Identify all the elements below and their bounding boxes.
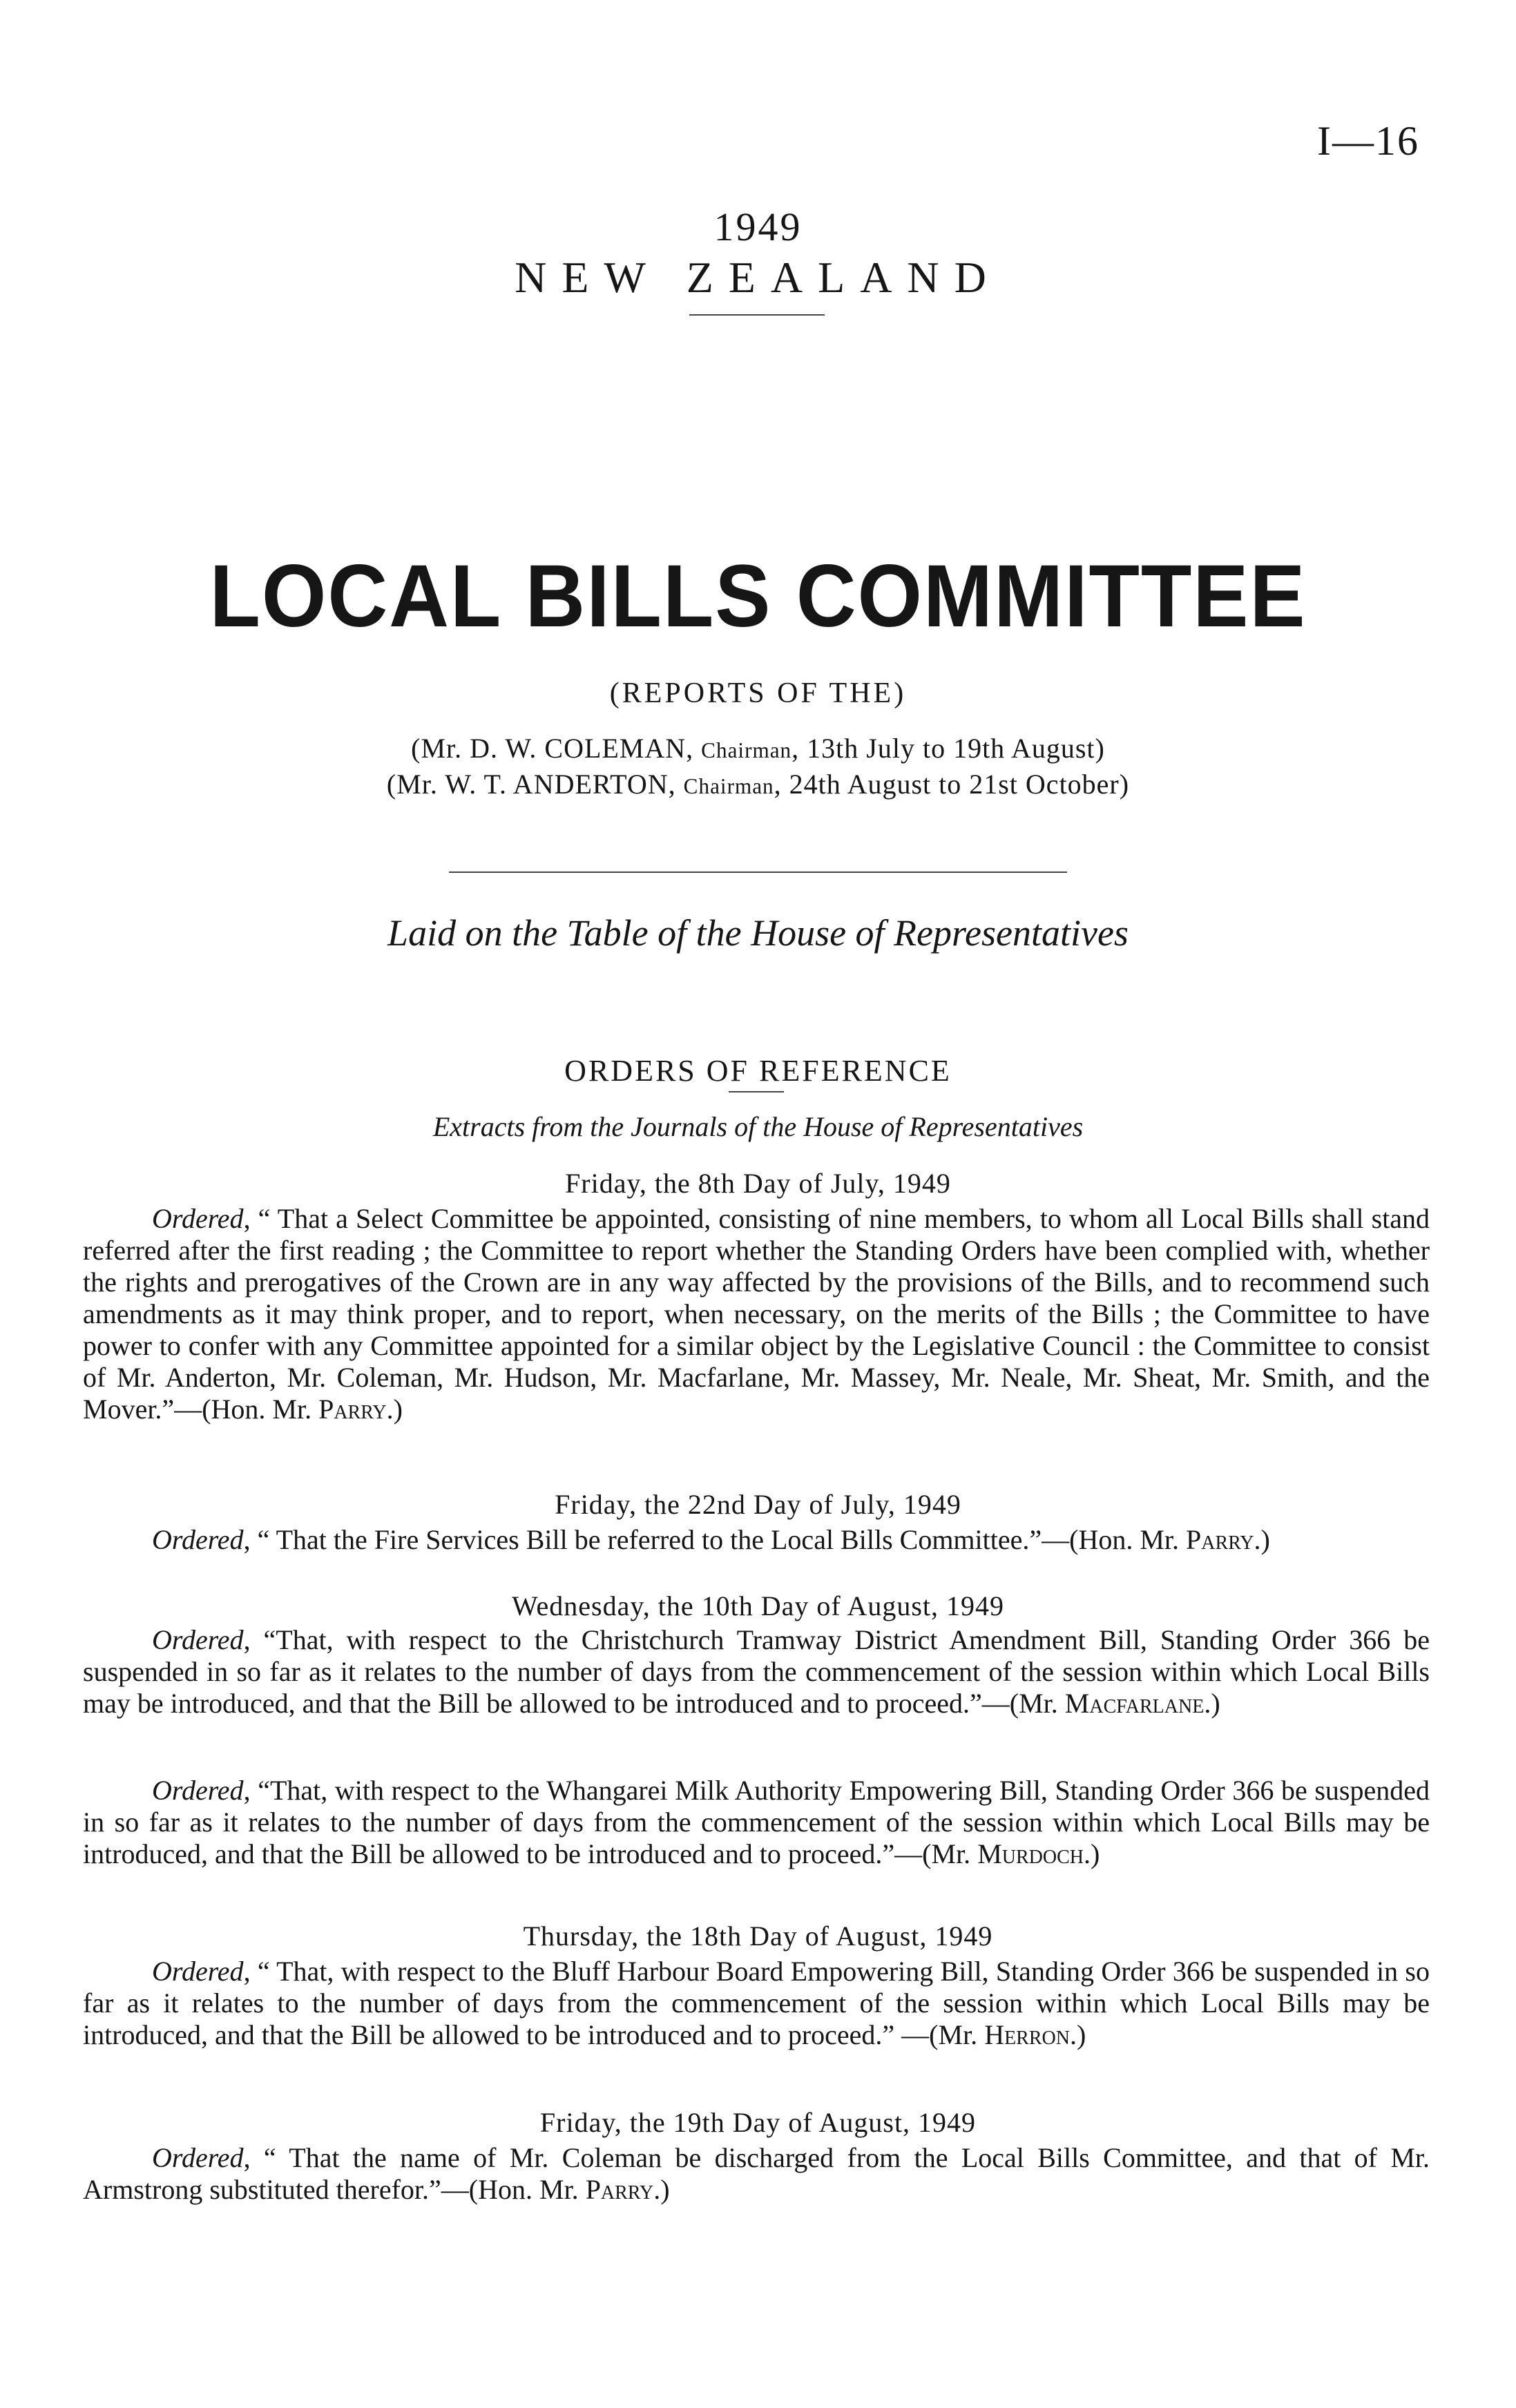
chairman-line-1: (Mr. D. W. COLEMAN, Chairman, 13th July to 19th August) (411, 733, 1105, 764)
order-paragraph: Ordered, “ That, with respect to the Bluff Harbour Board Empowering Bill, Standing Order 366 be suspended in so far as it relates to the number of days from the commencement of the session within which Local Bills may be introduced, and that the Bill be allowed to be introduced and to proceed.” —(Mr. Herron.) (83, 1956, 1430, 2050)
year: 1949 (713, 204, 803, 249)
long-divider (449, 871, 1067, 873)
short-divider (689, 314, 825, 316)
document-subtitle: (REPORTS OF THE) (609, 677, 907, 709)
order-paragraph: Ordered, “That, with respect to the Christchurch Tramway District Amendment Bill, Standing Order 366 be suspended in so far as it relates to the number of days from the commencement of the session within which Local Bills may be introduced, and that the Bill be allowed to be introduced and to proceed.”—(Mr. Macfarlane.) (83, 1624, 1430, 1719)
orders-divider (729, 1091, 784, 1092)
page-number: I—16 (1317, 118, 1419, 164)
dateline: Friday, the 22nd Day of July, 1949 (555, 1489, 961, 1520)
dateline: Wednesday, the 10th Day of August, 1949 (511, 1590, 1005, 1621)
document-title: LOCAL BILLS COMMITTEE (209, 547, 1307, 646)
order-paragraph: Ordered, “That, with respect to the Whangarei Milk Authority Empowering Bill, Standing Order 366 be suspended in so far as it relates to the number of days from the commencement of the session within which Local Bills may be introduced, and that the Bill be allowed to be introduced and to proceed.”—(Mr. Murdoch.) (83, 1775, 1430, 1869)
extracts-heading: Extracts from the Journals of the House of Representatives (432, 1111, 1084, 1142)
dateline: Friday, the 8th Day of July, 1949 (565, 1168, 951, 1199)
laid-on-table-line: Laid on the Table of the House of Representatives (387, 912, 1129, 954)
dateline: Friday, the 19th Day of August, 1949 (539, 2107, 977, 2138)
country-heading: NEW ZEALAND (515, 253, 1001, 302)
dateline: Thursday, the 18th Day of August, 1949 (523, 1920, 993, 1952)
order-paragraph: Ordered, “ That the Fire Services Bill be referred to the Local Bills Committee.”—(Hon. Mr. Parry.) (152, 1524, 1270, 1555)
orders-heading: ORDERS OF REFERENCE (564, 1054, 952, 1088)
order-paragraph: Ordered, “ That the name of Mr. Coleman be discharged from the Local Bills Committee, and that of Mr. Armstrong substituted therefor.”—(Hon. Mr. Parry.) (83, 2142, 1430, 2205)
order-paragraph: Ordered, “ That a Select Committee be appointed, consisting of nine members, to whom all Local Bills shall stand referred after the first reading ; the Committee to report whether the Standing Orders have been complied with, whether the rights and prerogatives of the Crown are in any way affected by the provisions of the Bills, and to recommend such amendments as it may think proper, and to report, when necessary, on the merits of the Bills ; the Committee to have power to confer with any Committee appointed for a similar object by the Legislative Council : the Committee to consist of Mr. Anderton, Mr. Coleman, Mr. Hudson, Mr. Macfarlane, Mr. Massey, Mr. Neale, Mr. Sheat, Mr. Smith, and the Mover.”—(Hon. Mr. Parry.) (83, 1203, 1430, 1425)
chairman-line-2: (Mr. W. T. ANDERTON, Chairman, 24th August to 21st October) (386, 769, 1130, 800)
